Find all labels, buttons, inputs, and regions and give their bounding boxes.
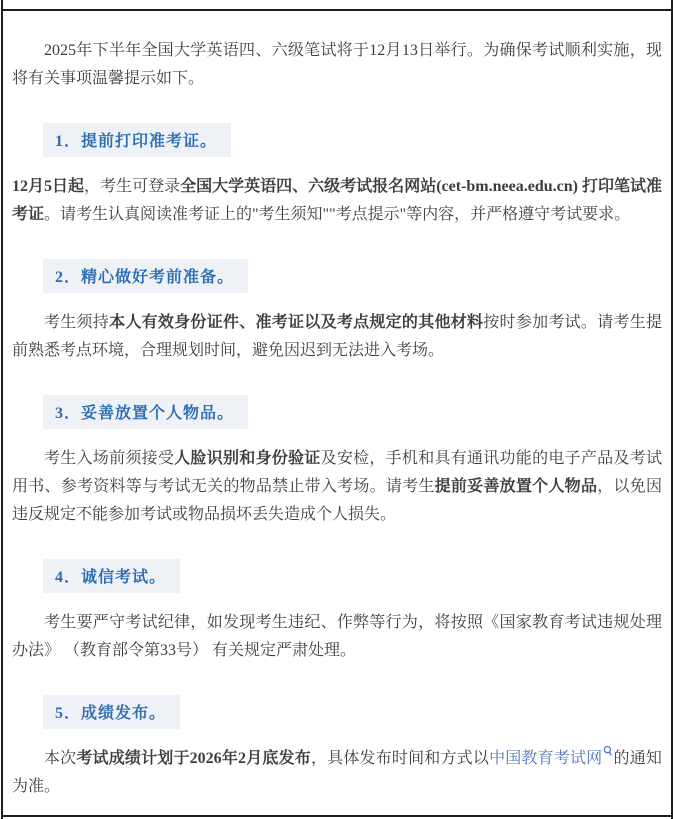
section-3-heading: 3．妥善放置个人物品。 xyxy=(43,395,248,429)
text-run: 考生须持 xyxy=(44,314,110,331)
text-run: ，以免因违反规定不能参加考试或物品损坏丢失造成个人损失。 xyxy=(12,478,662,523)
section-5 xyxy=(12,695,662,801)
section-5-heading: 5．成绩发布。 xyxy=(43,695,180,729)
text-run: 的通知为准。 xyxy=(12,750,662,795)
page-border-right xyxy=(671,0,673,819)
text-run: 考试成绩计划于2026年2月底发布 xyxy=(76,750,311,767)
text-run: 考生入场前须接受 xyxy=(44,450,175,467)
section-2-heading: 2．精心做好考前准备。 xyxy=(43,259,248,293)
section-3-heading-row xyxy=(12,395,662,429)
section-1-paragraph xyxy=(12,173,662,229)
text-run: 本次 xyxy=(44,750,77,767)
text-run: 全国大学英语四、六级考试报名网站(cet-bm.neea.edu.cn) 打印笔试准考证 xyxy=(12,178,662,223)
section-1-heading: 1．提前打印准考证。 xyxy=(43,123,231,157)
china-education-exam-site-link[interactable]: 中国教育考试网 xyxy=(489,750,603,767)
section-4-heading-row xyxy=(12,559,662,593)
section-3 xyxy=(12,395,662,529)
text-run: 12月5日起 xyxy=(12,178,85,195)
text-run: 考生要严守考试纪律，如发现考生违纪、作弊等行为，将按照《国家教育考试违规处理办法》 （教育部令第33号） 有关规定严肃处理。 xyxy=(12,614,662,659)
section-1-heading-row xyxy=(12,123,662,157)
section-4-paragraph xyxy=(12,609,662,665)
text-run: ，具体发布时间和方式以 xyxy=(311,750,490,767)
section-2 xyxy=(12,259,662,365)
section-2-heading-row xyxy=(12,259,662,293)
text-run: 人脸识别和身份验证 xyxy=(174,450,321,467)
search-icon xyxy=(603,745,613,757)
text-run: ，考生可登录 xyxy=(84,178,181,195)
section-4 xyxy=(12,559,662,665)
section-1 xyxy=(12,123,662,229)
text-run: 本人有效身份证件、准考证以及考点规定的其他材料 xyxy=(109,314,484,331)
section-4-heading: 4．诚信考试。 xyxy=(43,559,180,593)
text-run: 。请考生认真阅读准考证上的"考生须知""考点提示"等内容，并严格遵守考试要求。 xyxy=(44,206,631,223)
text-run: 提前妥善放置个人物品 xyxy=(434,478,598,495)
section-5-paragraph xyxy=(12,745,662,801)
text-run: 及安检，手机和具有通讯功能的电子产品及考试用书、参考资料等与考试无关的物品禁止带入考场。请考生 xyxy=(12,450,662,495)
intro-paragraph xyxy=(12,37,662,93)
section-2-paragraph xyxy=(12,309,662,365)
page-border-bottom xyxy=(1,815,673,817)
text-run: 按时参加考试。请考生提前熟悉考点环境，合理规划时间，避免因迟到无法进入考场。 xyxy=(12,314,662,359)
section-5-heading-row xyxy=(12,695,662,729)
intro-text: 2025年下半年全国大学英语四、六级笔试将于12月13日举行。为确保考试顺利实施，现将有关事项温馨提示如下。 xyxy=(12,42,662,87)
section-3-paragraph xyxy=(12,445,662,529)
notice-document xyxy=(3,11,671,815)
